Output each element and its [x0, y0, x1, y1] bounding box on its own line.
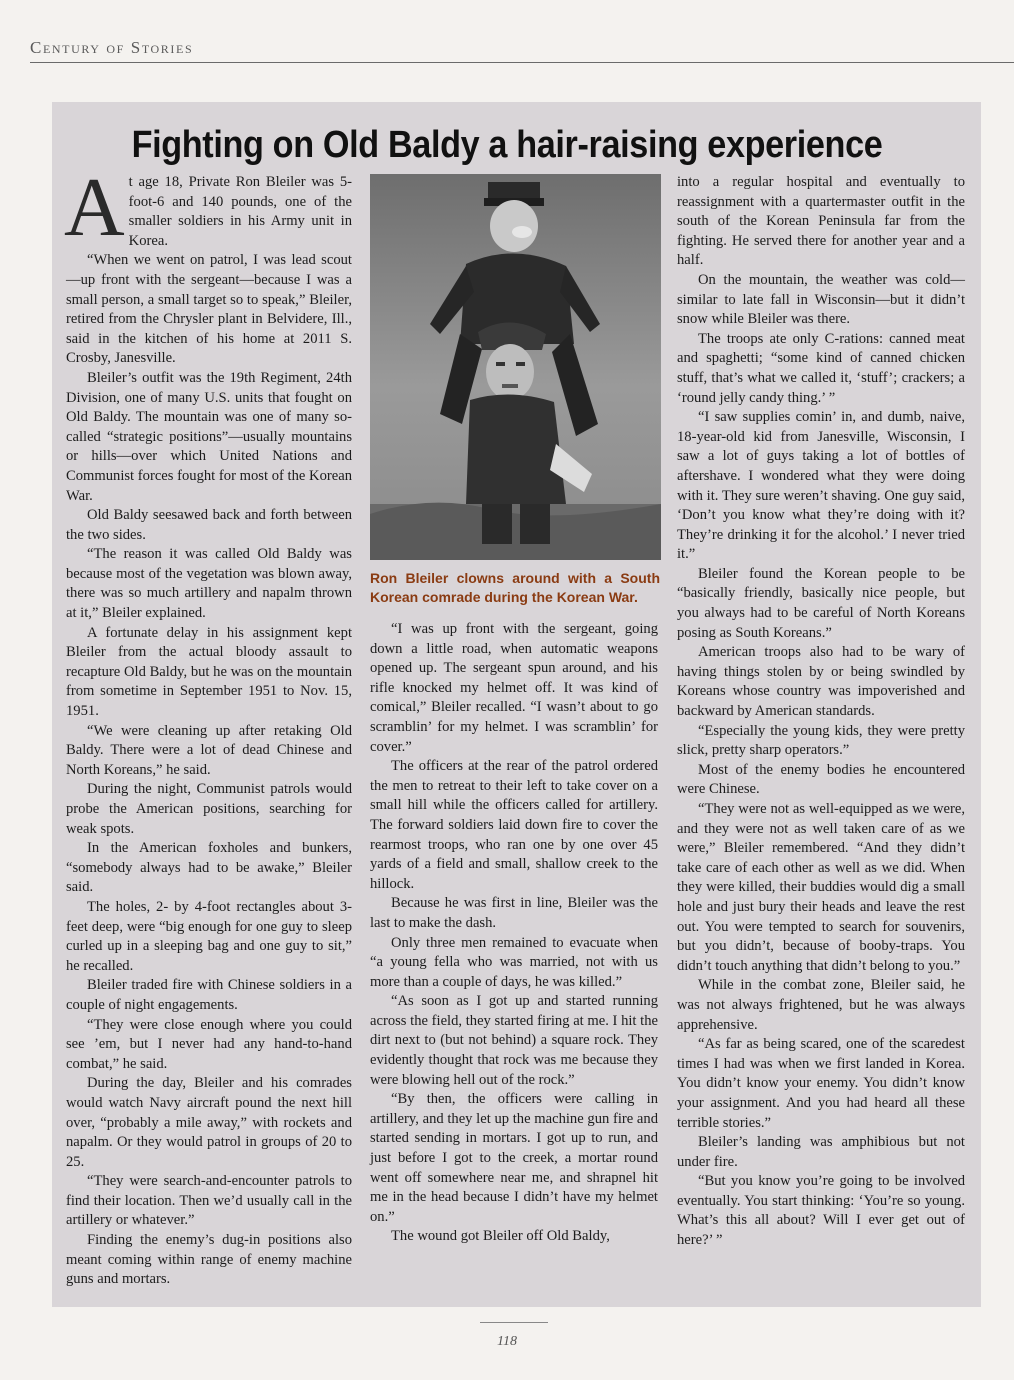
right-column	[677, 173, 965, 1251]
paragraph: “As soon as I got up and started running across the field, they started firing at me. I hit the dirt next to (but not behind) a square rock. They evidently thought that rock was me because they were blowing hell out of the rock.”	[370, 993, 658, 1088]
running-head: Century of Stories	[30, 38, 194, 57]
middle-column	[370, 620, 658, 1247]
paragraph: “I was up front with the sergeant, going down a little road, when automatic weapons opened up. The sergeant spun around, and his rifle knocked my helmet off. It was kind of comical,” Bleiler recalled. “I wasn’t about to go scramblin’ for my helmet. I was scramblin’ for cover.”	[370, 621, 658, 755]
paragraph: In the American foxholes and bunkers, “somebody always had to be awake,” Bleiler said.	[66, 840, 352, 896]
paragraph: Only three men remained to evacuate when “a young fella who was married, not with us more than a couple of days, he was killed.”	[370, 934, 658, 990]
paragraph: “When we went on patrol, I was lead scout—up front with the sergeant—because I was a small person, a small target so to speak,” Bleiler, retired from the Chrysler plant in Belvidere, Ill., said in the kitchen of his home at 2011 S. Crosby, Janesville.	[66, 252, 352, 367]
paragraph: The holes, 2- by 4-foot rectangles about 3-feet deep, were “big enough for one guy to sleep curled up in a sleeping bag and one guy to sit,” he recalled.	[66, 898, 352, 974]
paragraph: The troops ate only C-rations: canned meat and spaghetti; “some kind of canned chicken stuff, that’s what we called it, ‘stuff’; crackers; a ‘round jelly candy thing.’ ”	[677, 330, 965, 406]
paragraph: “We were cleaning up after retaking Old Baldy. There were a lot of dead Chinese and North Koreans,” he said.	[66, 722, 352, 778]
paragraph: Most of the enemy bodies he encountered were Chinese.	[677, 761, 965, 798]
article-headline: Fighting on Old Baldy a hair-raising experience	[131, 124, 883, 166]
paragraph: “I saw supplies comin’ in, and dumb, naive, 18-year-old kid from Janesville, Wisconsin, I saw a lot of guys taking a lot of bottles of aftershave. I wondered what they were doing with it. They sure weren’t shaving. One guy said, ‘Don’t you know what they’re doing with it? They’re drinking it for the alcohol.’ I never tried it.”	[677, 409, 965, 563]
paragraph: The officers at the rear of the patrol ordered the men to retreat to their left to take cover on a small hill while the officers called for artillery. The forward soldiers laid down fire to cover the rearmost troops, who ran one by one over 45 yards of a field and small, shallow creek to the hillock.	[370, 758, 658, 892]
paragraph: The wound got Bleiler off Old Baldy,	[391, 1228, 610, 1245]
paragraph: Old Baldy seesawed back and forth between the two sides.	[66, 507, 352, 543]
paragraph: American troops also had to be wary of having things stolen by or being swindled by Koreans whose country was impoverished and backward by American standards.	[677, 644, 965, 720]
paragraph: A fortunate delay in his assignment kept Bleiler from the actual bloody assault to recapture Old Baldy, but he was on the mountain from sometime in September 1951 to Nov. 15, 1951.	[66, 624, 352, 720]
page-number: 118	[497, 1334, 517, 1349]
paragraph: During the day, Bleiler and his comrades would watch Navy aircraft pound the next hill over, “probably a mile away,” with rockets and napalm. Or they would patrol in groups of 20 to 25.	[66, 1075, 352, 1170]
folio-rule	[480, 1322, 548, 1323]
paragraph: “They were close enough where you could see ’em, but I never had any hand-to-hand combat,” he said.	[66, 1016, 352, 1072]
header-rule	[30, 62, 1014, 63]
paragraph: into a regular hospital and eventually to reassignment with a quartermaster outfit in the south of the Korean Peninsula far from the fighting. He served there for another year and a half.	[677, 174, 965, 269]
paragraph: “By then, the officers were calling in artillery, and they let up the machine gun fire and started sending in mortars. I got up to run, and just before I got to the creek, a mortar round went off somewhere near me, and shrapnel hit me in the head because I didn’t have my helmet on.”	[370, 1091, 658, 1225]
paragraph: On the mountain, the weather was cold—similar to late fall in Wisconsin—but it didn’t snow while Bleiler was there.	[677, 271, 965, 328]
photo-soldiers-illustration	[370, 174, 661, 560]
lead-paragraph-text: t age 18, Private Ron Bleiler was 5-foot-6 and 140 pounds, one of the smaller soldiers in his Army unit in Korea.	[128, 174, 352, 249]
photo-caption: Ron Bleiler clowns around with a South Korean comrade during the Korean War.	[370, 570, 660, 605]
article-photo	[370, 174, 661, 560]
paragraph: Finding the enemy’s dug-in positions also meant coming within range of enemy machine guns and mortars.	[66, 1232, 352, 1288]
paragraph: Bleiler found the Korean people to be “basically friendly, basically nice people, but you always had to be careful of North Koreans posing as South Koreans.”	[677, 565, 965, 641]
paragraph: Bleiler’s outfit was the 19th Regiment, 24th Division, one of many U.S. units that fought on Old Baldy. The mountain was one of many so-called “strategic positions”—usually mountains or hills—over which United Nations and Communist forces fought for most of the Korean War.	[66, 369, 352, 504]
paragraph: Bleiler traded fire with Chinese soldiers in a couple of night engagements.	[66, 977, 352, 1013]
lead-paragraph	[64, 161, 352, 254]
drop-cap: A	[64, 161, 125, 254]
paragraph: “The reason it was called Old Baldy was because most of the vegetation was blown away, there was so much artillery and napalm thrown at it,” Bleiler explained.	[66, 546, 352, 622]
paragraph: Bleiler’s landing was amphibious but not under fire.	[677, 1134, 965, 1170]
paragraph: “But you know you’re going to be involved eventually. You start thinking: ‘You’re so young. What’s this all about? Will I ever get out of here?’ ”	[677, 1173, 965, 1249]
paragraph: “They were search-and-encounter patrols to find their location. Then we’d usually call in the artillery or whatever.”	[66, 1173, 352, 1229]
paragraph: “As far as being scared, one of the scaredest times I had was when we first landed in Korea. You didn’t know your enemy. You didn’t know your assignment. And you had heard all these terrible stories.”	[677, 1036, 965, 1131]
paragraph: During the night, Communist patrols would probe the American positions, searching for weak spots.	[66, 781, 352, 837]
paragraph: “They were not as well-equipped as we were, and they were not as well taken care of as we were,” Bleiler remembered. “And they didn’t take care of each other as well as we did. When they were killed, their buddies would dig a small hole and just bury their heads and leave the rest out. You were tempted to search for souvenirs, but you didn’t, because of booby-traps. You didn’t touch anything that didn’t belong to you.”	[677, 801, 965, 974]
paragraph: “Especially the young kids, they were pretty slick, pretty sharp operators.”	[677, 722, 965, 759]
paragraph: While in the combat zone, Bleiler said, he was not always frightened, but he was always apprehensive.	[677, 977, 965, 1033]
left-column	[64, 161, 352, 1290]
paragraph: Because he was first in line, Bleiler was the last to make the dash.	[370, 895, 658, 931]
